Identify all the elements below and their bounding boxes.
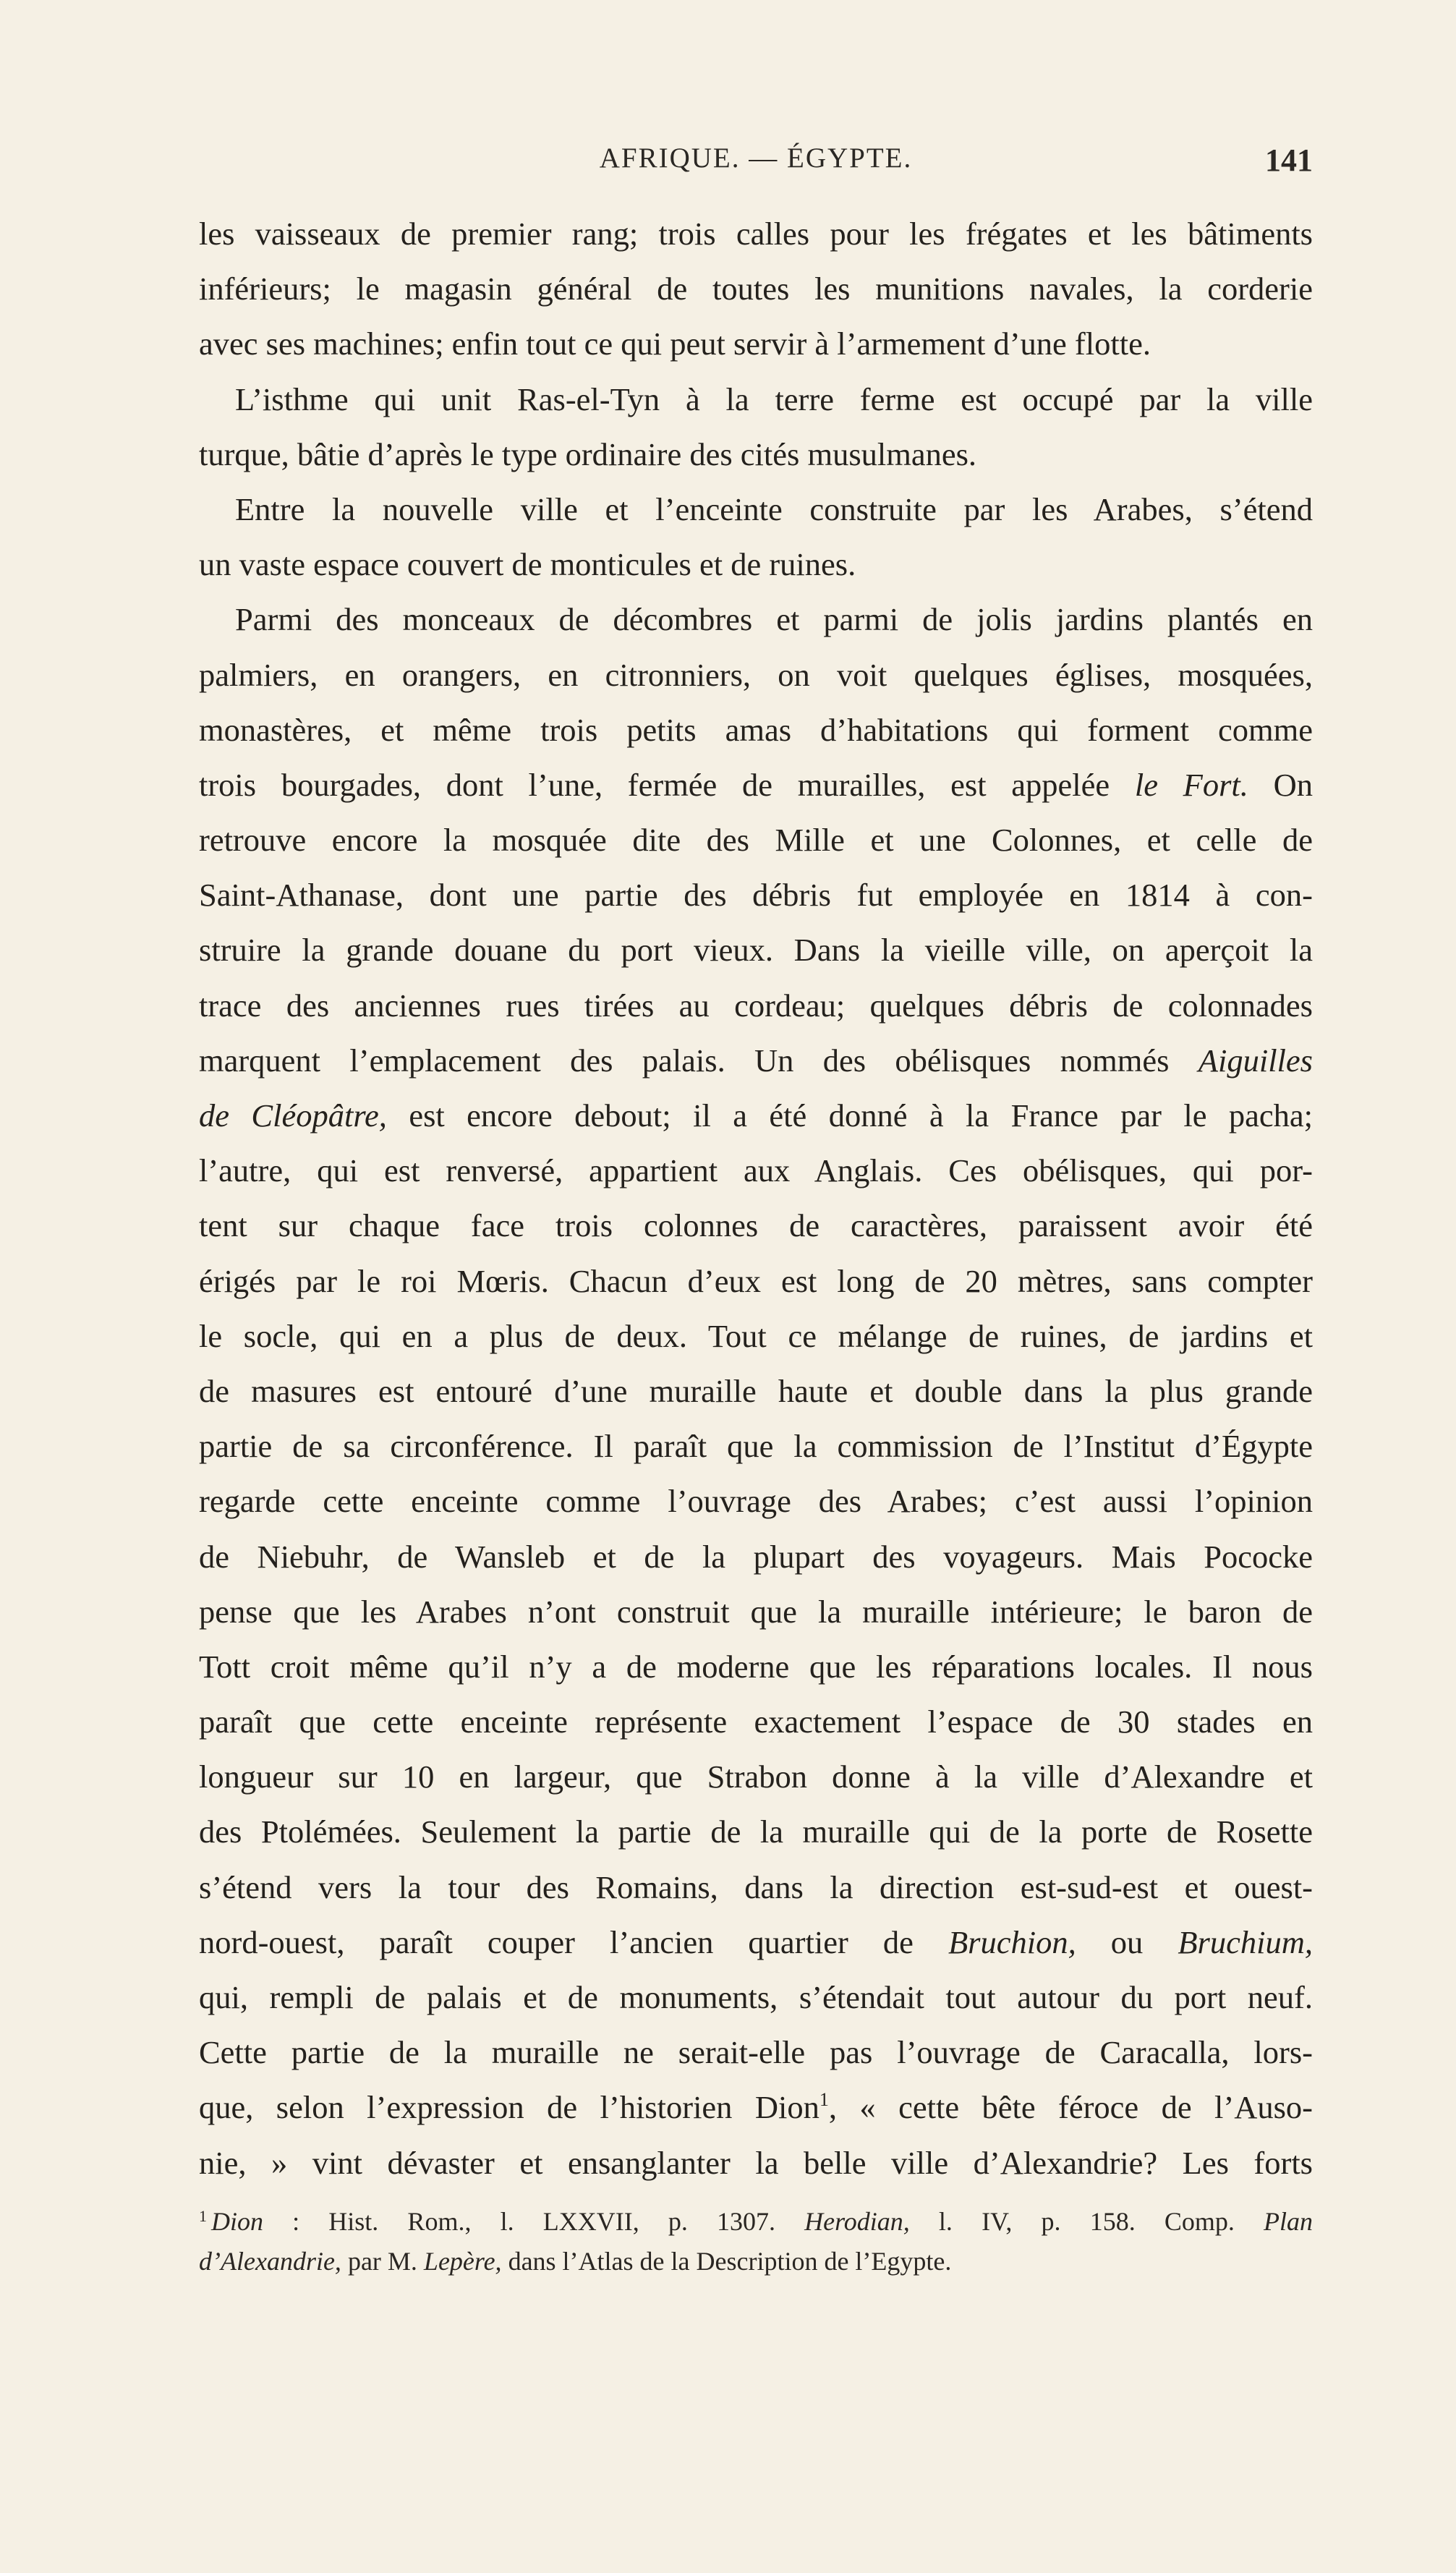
line-text: des Ptolémées. Seulement la partie de la muraille qui de la porte de Rosette <box>199 1813 1313 1850</box>
line-text: retrouve encore la mosquée dite des Mille et une Colonnes, et celle de <box>199 822 1313 859</box>
text-line <box>199 922 1313 977</box>
text-line <box>199 1804 1313 1859</box>
running-title: AFRIQUE. — ÉGYPTE. <box>599 143 913 174</box>
text-line <box>199 537 1313 592</box>
line-text: l’autre, qui est renversé, appartient aux Anglais. Ces obélisques, qui por- <box>199 1152 1313 1189</box>
line-text: longueur sur 10 en largeur, que Strabon donne à la ville d’Alexandre et <box>199 1758 1313 1795</box>
line-text: Cette partie de la muraille ne serait-elle pas l’ouvrage de Caracalla, lors- <box>199 2034 1313 2071</box>
line-text: Tott croit même qu’il n’y a de moderne que les réparations locales. Il nous <box>199 1648 1313 1685</box>
text-line <box>199 1860 1313 1915</box>
line-text: qui, rempli de palais et de monuments, s’étendait tout autour du port neuf. <box>199 1979 1313 2015</box>
line-text: est encore debout; il a été donné à la France par le pacha; <box>386 1097 1314 1134</box>
text-line <box>199 1419 1313 1473</box>
line-text: ou <box>1076 1923 1178 1960</box>
text-line <box>199 702 1313 757</box>
line-text: un vaste espace couvert de monticules et de ruines. <box>199 546 856 583</box>
footnote-text: par M. <box>341 2247 424 2276</box>
line-text: On <box>1248 766 1313 803</box>
line-text: tent sur chaque face trois colonnes de caractères, paraissent avoir été <box>199 1207 1313 1244</box>
italic-term: de Cléopâtre, <box>199 1097 387 1134</box>
line-text: trace des anciennes rues tirées au cordeau; quelques débris de colonnades <box>199 987 1313 1024</box>
footnotes <box>199 2202 1313 2281</box>
text-line <box>199 1143 1313 1198</box>
text-line <box>199 1694 1313 1749</box>
line-text: de masures est entouré d’une muraille haute et double dans la plus grande <box>199 1372 1313 1409</box>
text-line <box>199 2025 1313 2080</box>
footnote-title: d’Alexandrie, <box>199 2247 341 2276</box>
line-text: nie, » vint dévaster et ensanglanter la belle ville d’Alexandrie? Les forts <box>199 2144 1313 2181</box>
footnote-text: : Hist. Rom., l. LXXVII, p. 1307. <box>263 2207 805 2236</box>
text-line <box>199 647 1313 702</box>
italic-term: le Fort. <box>1134 766 1248 803</box>
line-text: inférieurs; le magasin général de toutes les munitions navales, la corderie <box>199 271 1313 307</box>
text-line <box>199 1584 1313 1639</box>
line-text: s’étend vers la tour des Romains, dans la direction est-sud-est et ouest- <box>199 1868 1313 1905</box>
line-text: marquent l’emplacement des palais. Un des obélisques nommés <box>199 1042 1199 1079</box>
page-header <box>199 142 1313 178</box>
line-text: regarde cette enceinte comme l’ouvrage des Arabes; c’est aussi l’opinion <box>199 1483 1313 1520</box>
text-line <box>199 482 1313 537</box>
text-line <box>199 1088 1313 1143</box>
text-line <box>199 2080 1313 2135</box>
footnote-text: dans l’Atlas de la Description de l’Egypte. <box>501 2247 952 2276</box>
line-text: érigés par le roi Mœris. Chacun d’eux est long de 20 mètres, sans compter <box>199 1262 1313 1299</box>
line-text: Parmi des monceaux de décombres et parmi de jolis jardins plantés en <box>235 601 1313 638</box>
line-text: turque, bâtie d’après le type ordinaire des cités musulmanes. <box>199 435 977 472</box>
footnote-reference: 1 <box>819 2089 829 2111</box>
text-line <box>199 1970 1313 2025</box>
footnote-line <box>199 2202 1313 2242</box>
line-text: palmiers, en orangers, en citronniers, on voit quelques églises, mosquées, <box>199 656 1313 693</box>
footnote-text: l. IV, p. 158. Comp. <box>909 2207 1264 2236</box>
line-text: trois bourgades, dont l’une, fermée de murailles, est appelée <box>199 766 1135 803</box>
text-line <box>199 206 1313 261</box>
footnote-line <box>199 2242 1313 2281</box>
text-line <box>199 2135 1313 2190</box>
line-text: de Niebuhr, de Wansleb et de la plupart des voyageurs. Mais Pococke <box>199 1538 1313 1575</box>
text-line <box>199 1254 1313 1309</box>
text-line <box>199 1529 1313 1584</box>
text-line <box>199 1309 1313 1364</box>
line-text: avec ses machines; enfin tout ce qui peut servir à l’armement d’une flotte. <box>199 326 1151 362</box>
line-text: Entre la nouvelle ville et l’enceinte construite par les Arabes, s’étend <box>235 490 1313 527</box>
footnote-author: Dion <box>211 2207 263 2236</box>
line-text: struire la grande douane du port vieux. Dans la vieille ville, on aperçoit la <box>199 932 1313 969</box>
line-text: nord-ouest, paraît couper l’ancien quartier de <box>199 1923 948 1960</box>
text-line <box>199 1473 1313 1528</box>
line-text: paraît que cette enceinte représente exactement l’espace de 30 stades en <box>199 1704 1313 1740</box>
text-line <box>199 316 1313 371</box>
text-line <box>199 757 1313 812</box>
text-line <box>199 1033 1313 1088</box>
text-line <box>199 1639 1313 1694</box>
footnote-marker: 1 <box>199 2207 207 2225</box>
line-text: que, selon l’expression de l’historien Dion <box>199 2089 819 2126</box>
line-text: pense que les Arabes n’ont construit que la muraille intérieure; le baron de <box>199 1593 1313 1630</box>
text-line <box>199 1198 1313 1253</box>
text-line <box>199 867 1313 922</box>
text-line <box>199 812 1313 867</box>
italic-term: Bruchium, <box>1178 1923 1313 1960</box>
text-line <box>199 1915 1313 1970</box>
line-text: monastères, et même trois petits amas d’habitations qui forment comme <box>199 711 1313 748</box>
text-line <box>199 592 1313 647</box>
text-line <box>199 427 1313 482</box>
footnote-title: Plan <box>1264 2207 1313 2236</box>
text-line <box>199 978 1313 1033</box>
body-text <box>199 206 1313 2190</box>
line-text: , « cette bête féroce de l’Auso- <box>828 2089 1313 2126</box>
line-text: Saint-Athanase, dont une partie des débris fut employée en 1814 à con- <box>199 877 1313 914</box>
text-line <box>199 261 1313 316</box>
line-text: le socle, qui en a plus de deux. Tout ce mélange de ruines, de jardins et <box>199 1317 1313 1354</box>
line-text: L’isthme qui unit Ras-el-Tyn à la terre ferme est occupé par la ville <box>235 380 1313 417</box>
italic-term: Aiguilles <box>1198 1042 1313 1079</box>
line-text: partie de sa circonférence. Il paraît que la commission de l’Institut d’Égypte <box>199 1428 1313 1465</box>
italic-term: Bruchion, <box>948 1923 1076 1960</box>
line-text: les vaisseaux de premier rang; trois calles pour les frégates et les bâtiments <box>199 216 1313 252</box>
text-line <box>199 372 1313 427</box>
footnote-author: Lepère, <box>423 2247 502 2276</box>
page-number: 141 <box>1265 143 1313 178</box>
footnote-author: Herodian, <box>804 2207 910 2236</box>
text-line <box>199 1364 1313 1419</box>
text-line <box>199 1749 1313 1804</box>
